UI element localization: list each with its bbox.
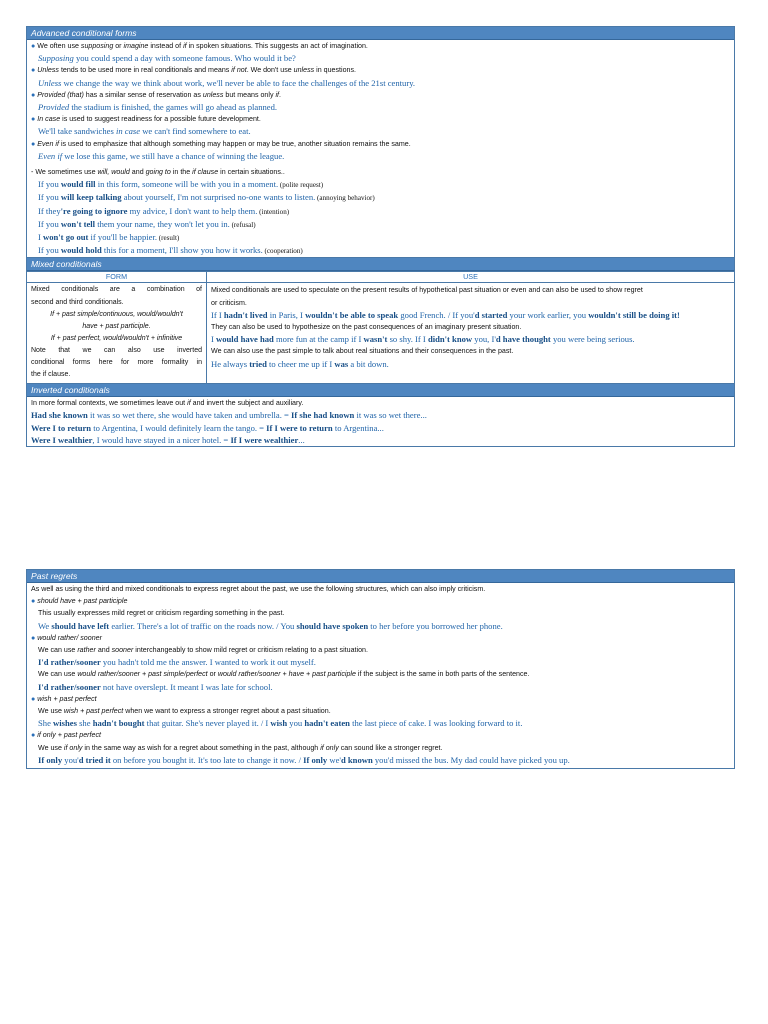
desc-if-only: We use if only in the same way as wish for a regret about something in the past, although if only can sound like a stronger regret.: [38, 743, 443, 752]
example-wish: She wishes she hadn't bought that guitar. She's never played it. / I wish you hadn't eaten the last piece of cake. I was looking forward to it.: [38, 718, 523, 729]
bullet-icon: ●: [31, 731, 36, 740]
section-header-regrets: Past regrets: [27, 570, 734, 583]
form-line: the if clause.: [31, 371, 71, 379]
bullet-icon: ●: [31, 66, 36, 75]
will-example: If they're going to ignore my advice, I don't want to help them. (intention): [38, 205, 290, 216]
will-would-intro: - We sometimes use will, would and going to in the if clause in certain situations..: [31, 168, 285, 177]
form-line: If + past simple/continuous, would/wouldn't: [50, 310, 183, 318]
rule-in-case: ● In case is used to suggest readiness for a possible future development.: [31, 115, 261, 124]
will-example: If you would hold this for a moment, I'll show you how it works. (cooperation): [38, 245, 303, 256]
bullet-icon: ●: [31, 115, 36, 124]
grammar-card-past-regrets: [26, 569, 735, 769]
example-provided: Provided the stadium is finished, the games will go ahead as planned.: [38, 102, 278, 113]
section-header-mixed: Mixed conditionals: [27, 257, 734, 271]
use-example: If I hadn't lived in Paris, I wouldn't be able to speak good French. / If you'd started your work earlier, you wouldn't still be doing it!: [211, 309, 680, 320]
heading-would-rather: ● would rather/ sooner: [31, 633, 102, 642]
desc-would-rather-2: We can use would rather/sooner + past simple/perfect or would rather/sooner + have + past participle if the subject is the same in both parts of the sentence.: [38, 670, 530, 679]
use-column: [207, 272, 734, 383]
example-would-rather: I'd rather/sooner you hadn't told me the answer. I wanted to work it out myself.: [38, 657, 316, 668]
mixed-table: [27, 271, 734, 383]
bullet-icon: ●: [31, 139, 36, 148]
desc-would-rather: We can use rather and sooner interchangeably to show mild regret or criticism relating to a past situation.: [38, 646, 368, 655]
form-header: FORM: [27, 272, 206, 283]
rule-even-if: ● Even if is used to emphasize that although something may happen or may be true, another situation remains the same.: [31, 139, 411, 148]
bullet-icon: ●: [31, 633, 36, 642]
example-unless: Unless we change the way we think about work, we'll never be able to face the challenges of the 21st century.: [38, 77, 416, 88]
inverted-example: Had she known it was so wet there, she would have taken and umbrella. = If she had known it was so wet there...: [31, 410, 427, 421]
use-text: They can also be used to hypothesize on the past consequences of an imaginary present situation.: [211, 323, 522, 332]
form-line: Mixed conditionals are a combination of: [31, 286, 202, 294]
desc-should-have: This usually expresses mild regret or criticism regarding something in the past.: [38, 609, 285, 618]
form-line: second and third conditionals.: [31, 298, 124, 306]
example-in-case: We'll take sandwiches in case we can't find somewhere to eat.: [38, 126, 251, 137]
use-header: USE: [207, 272, 734, 283]
inverted-example: Were I to return to Argentina, I would definitely learn the tango. = If I were to return to Argentina...: [31, 422, 384, 433]
bullet-icon: ●: [31, 597, 36, 606]
form-text: [27, 283, 206, 383]
example-supposing: Supposing you could spend a day with someone famous. Who would it be?: [38, 53, 296, 64]
use-example: I would have had more fun at the camp if I wasn't so shy. If I didn't know you, I'd have thought you were being serious.: [211, 334, 635, 345]
grammar-card-conditionals: [26, 26, 735, 447]
will-example: If you would fill in this form, someone will be with you in a moment. (polite request): [38, 179, 324, 190]
bullet-icon: ●: [31, 42, 36, 50]
form-line: Note that we can also use inverted: [31, 346, 202, 354]
inverted-example: Were I wealthier, I would have stayed in a nicer hotel. = If I were wealthier...: [31, 434, 305, 445]
form-line: conditional forms here for more formality in: [31, 359, 202, 367]
example-should-have: We should have left earlier. There's a lot of traffic on the roads now. / You should have spoken to her before you borrowed her phone.: [38, 620, 503, 631]
rule-supposing: ● We often use supposing or imagine instead of if in spoken situations. This suggests an act of imagination.: [31, 42, 368, 50]
use-text: Mixed conditionals are used to speculate on the present results of hypothetical past situation or even and can also be used to show regret: [211, 286, 643, 295]
regrets-intro: As well as using the third and mixed conditionals to express regret about the past, we use the following structures, which can also imply criticism.: [31, 585, 486, 593]
will-example: If you will keep talking about yourself, I'm not surprised no-one wants to listen. (annoying behavior): [38, 192, 375, 203]
section-header-inverted: Inverted conditionals: [27, 383, 734, 397]
heading-should-have: ● should have + past participle: [31, 597, 128, 606]
inverted-intro: In more formal contexts, we sometimes leave out if and invert the subject and auxiliary.: [31, 399, 304, 408]
use-text: We can also use the past simple to talk about real situations and their consequences in the past.: [211, 347, 514, 356]
use-example: He always tried to cheer me up if I was a bit down.: [211, 358, 389, 369]
form-column: [27, 272, 207, 383]
rule-provided: ● Provided (that) has a similar sense of reservation as unless but means only if.: [31, 90, 281, 99]
heading-if-only: ● if only + past perfect: [31, 731, 101, 740]
heading-wish: ● wish + past perfect: [31, 694, 97, 703]
desc-wish: We use wish + past perfect when we want to express a stronger regret about a past situation.: [38, 707, 331, 716]
will-example: If you won't tell them your name, they won't let you in. (refusal): [38, 218, 256, 229]
use-text: or criticism.: [211, 298, 247, 307]
section-header-advanced: Advanced conditional forms: [27, 27, 734, 40]
example-even-if: Even if we lose this game, we still have a chance of winning the league.: [38, 150, 285, 161]
example-if-only: If only you'd tried it on before you bought it. It's too late to change it now. / If only we'd known you'd missed the bus. My dad could have picked you up.: [38, 754, 570, 765]
example-would-rather-2: I'd rather/sooner not have overslept. It meant I was late for school.: [38, 681, 273, 692]
rule-unless: ● Unless tends to be used more in real conditionals and means if not. We don't use unless in questions.: [31, 66, 356, 75]
bullet-icon: ●: [31, 694, 36, 703]
form-line: If + past perfect, would/wouldn't + infinitive: [50, 334, 183, 342]
will-example: I won't go out if you'll be happier. (result): [38, 232, 180, 243]
form-line: have + past participle.: [82, 322, 151, 330]
bullet-icon: ●: [31, 90, 36, 99]
